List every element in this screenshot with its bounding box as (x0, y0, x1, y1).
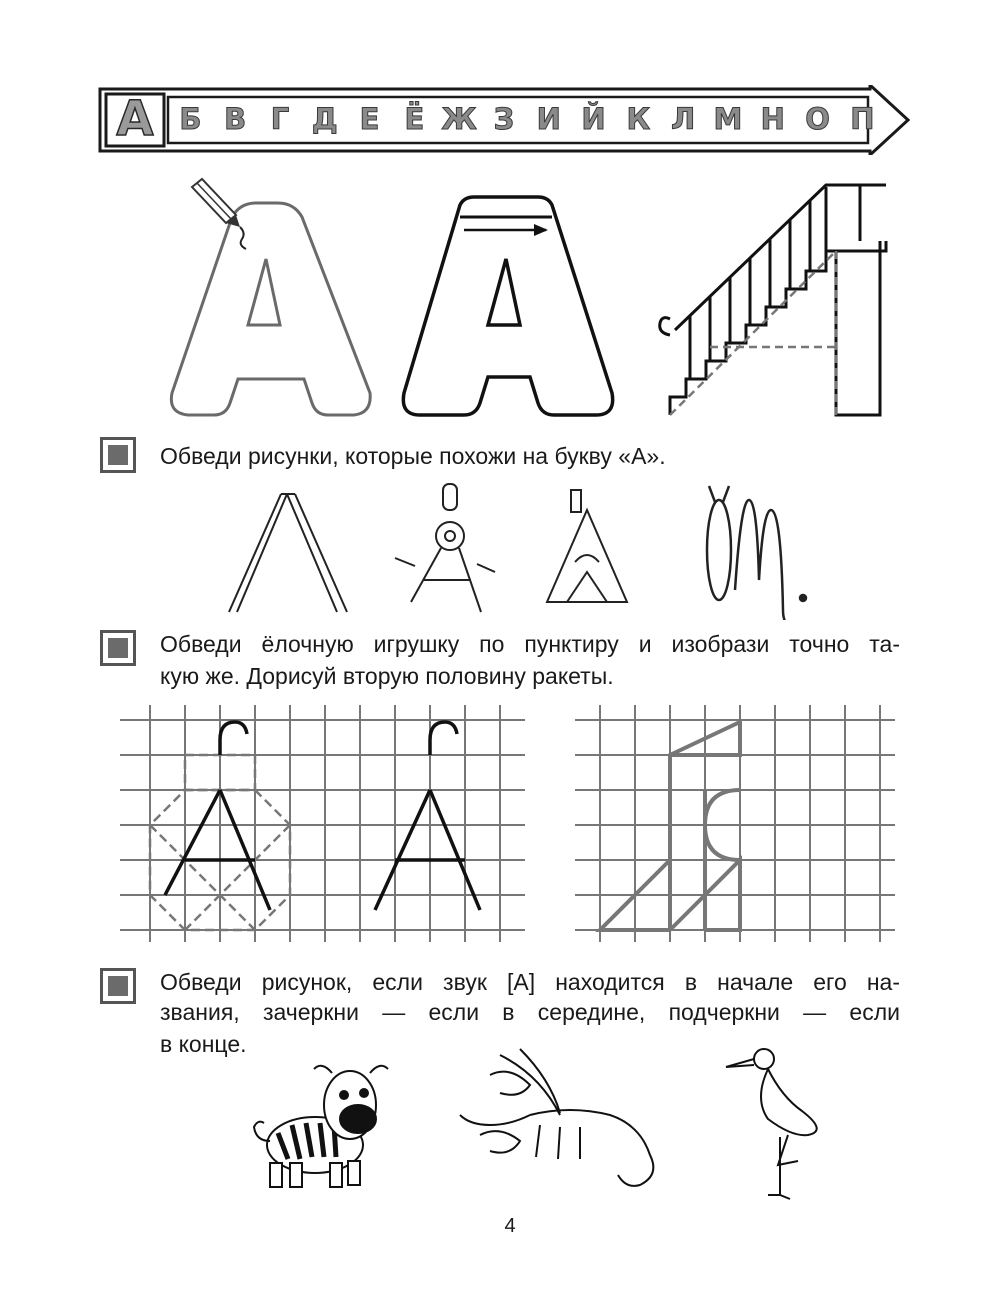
task-1-pictures (215, 480, 815, 620)
crayfish-illustration (460, 1049, 653, 1186)
letter-a-dashed-trace (670, 251, 836, 415)
page-number: 4 (504, 1215, 516, 1237)
letter-a-illustrations (150, 175, 900, 425)
letter-a-outline-gray (171, 203, 370, 415)
staircase-illustration (660, 185, 886, 415)
ribbon-letter: И (536, 102, 561, 136)
ribbon-letter: М (713, 102, 743, 136)
task-2-line-1: Обведи ёлочную игрушку по пунктиру и изобрази точно та- (160, 631, 900, 657)
compass-illustration (395, 484, 495, 612)
zebra-illustration (254, 1066, 388, 1187)
ribbon-letter: З (493, 102, 515, 136)
task-3-line-3: в конце. (160, 1031, 247, 1057)
task-2-grids (115, 700, 900, 945)
task-checkbox-2[interactable] (100, 630, 136, 666)
ribbon-letter: Н (760, 102, 785, 136)
ribbon-letter: П (850, 102, 875, 136)
ribbon-letter: Е (359, 102, 380, 136)
ribbon-letter-row (168, 96, 885, 142)
task-checkbox-1[interactable] (100, 437, 136, 473)
task-2-line-2: кую же. Дорисуй вторую половину ракеты. (160, 663, 614, 689)
ribbon-letter: Л (671, 102, 696, 136)
ribbon-letter: О (805, 102, 830, 136)
ribbon-letter: В (224, 102, 247, 136)
ribbon-letter: Д (311, 102, 338, 136)
stork-illustration (726, 1049, 817, 1199)
tent-tower-illustration (547, 490, 627, 602)
caterpillar-illustration (707, 486, 806, 620)
task-checkbox-3[interactable] (100, 968, 136, 1004)
ribbon-letter: Б (179, 102, 202, 136)
pencil-icon (192, 179, 246, 249)
task-3-pictures (240, 1045, 840, 1205)
alphabet-ribbon (98, 85, 910, 155)
ladder-illustration (229, 494, 347, 612)
ribbon-current-letter: А (116, 91, 154, 147)
ornament-letter-a (165, 722, 480, 910)
task-3-line-2: звания, зачеркни — если в середине, подчеркни — если (160, 999, 900, 1025)
ribbon-letter: Г (270, 102, 290, 136)
ribbon-letter: К (626, 102, 651, 136)
ribbon-letter: Й (581, 102, 606, 136)
letter-a-outline-black (403, 197, 612, 415)
task-1-text: Обведи рисунки, которые похожи на букву «А». (160, 443, 666, 469)
ribbon-letter: Ё (404, 102, 425, 136)
ribbon-letter: Ж (441, 102, 477, 136)
task-3-line-1: Обведи рисунок, если звук [А] находится в начале его на- (160, 969, 900, 995)
grid-left (120, 705, 525, 942)
